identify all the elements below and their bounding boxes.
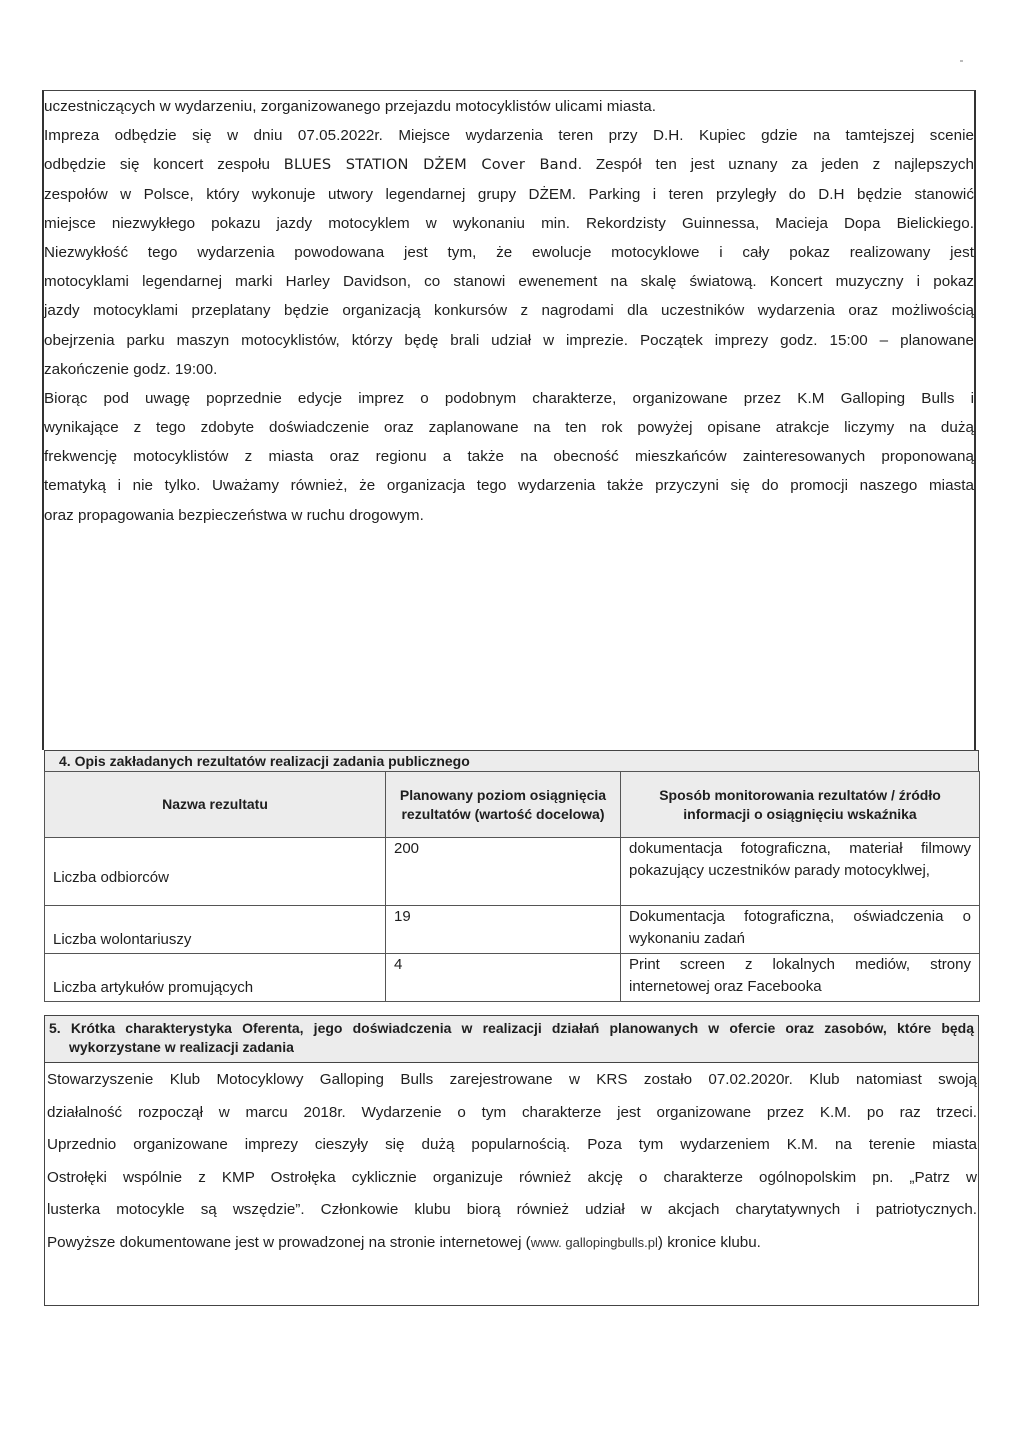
- result-name: Liczba odbiorców: [45, 838, 386, 906]
- section3-text: [44, 92, 974, 530]
- result-name: Liczba artykułów promujących: [45, 954, 386, 1002]
- text-line: działalność rozpoczął w marcu 2018r. Wydarzenie o tym charakterze jest organizowane przez K.M. po raz trzeci.: [47, 1103, 977, 1121]
- text-line: zespołów w Polsce, który wykonuje utwory legendarnej grupy DŻEM. Parking i teren przyległy do D.H będzie stanowić: [44, 185, 974, 203]
- result-name: Liczba wolontariuszy: [45, 906, 386, 954]
- section5-title-line2: wykorzystane w realizacji zadania: [69, 1039, 294, 1055]
- table-row: [45, 954, 980, 1002]
- website-link[interactable]: www. gallopingbulls.pl: [530, 1234, 658, 1250]
- scan-artifact: [960, 60, 963, 62]
- column-header-planned-level: Planowany poziom osiągnięcia rezultatów (wartość docelowa): [386, 772, 621, 838]
- text-line: Stowarzyszenie Klub Motocyklowy Galloping Bulls zarejestrowane w KRS zostało 07.02.2020r. Klub natomiast swoją: [47, 1071, 977, 1088]
- text-line: frekwencję motocyklistów z miasta oraz regionu a także na obecność mieszkańców zainteresowanych proponowaną: [44, 448, 974, 466]
- column-header-monitoring: Sposób monitorowania rezultatów / źródło informacji o osiągnięciu wskaźnika: [621, 772, 980, 838]
- text-line: jazdy motocyklami przeplatany będzie organizacją konkursów z nagrodami dla uczestników wydarzenia oraz możliwością: [44, 302, 974, 320]
- text-line: uczestniczących w wydarzeniu, zorganizowanego przejazdu motocyklistów ulicami miasta.: [44, 98, 657, 115]
- text-fragment: Powyższe dokumentowane jest w prowadzonej na stronie internetowej (: [47, 1233, 531, 1251]
- section5-title: [44, 1015, 979, 1063]
- text-line: obejrzenia parku maszyn motocyklistów, którzy będę brali udział w imprezie. Początek imprezy godz. 15:00 – planowane: [44, 331, 974, 349]
- text-fragment: ) kronice klubu.: [657, 1233, 761, 1251]
- text-fragment: . Zespół ten jest uznany za jeden z najlepszych: [577, 156, 974, 174]
- table-row: [45, 906, 980, 954]
- section4-title: 4. Opis zakładanych rezultatów realizacji zadania publicznego: [44, 750, 979, 772]
- text-fragment: odbędzie się koncert zespołu: [44, 156, 284, 174]
- result-value: 200: [386, 838, 621, 906]
- text-line: lusterka motocykle są wszędzie”. Członkowie klubu biorą również udział w akcjach charytatywnych i patriotycznych.: [47, 1201, 977, 1219]
- text-line: motocyklami legendarnej marki Harley Davidson, co stanowi ewenement na skalę światową. Koncert muzyczny i pokaz: [44, 273, 974, 291]
- table-header-row: [45, 772, 980, 838]
- text-line: wynikające z tego zdobyte doświadczenie oraz zaplanowane na ten rok powyżej opisane atrakcje liczymy na dużą: [44, 419, 974, 437]
- text-line: [47, 1227, 977, 1260]
- section5-title-line1: 5. Krótka charakterystyka Oferenta, jego doświadczenia w realizacji działań planowanych w ofercie oraz zasobów, które będą: [49, 1020, 974, 1036]
- text-line: Biorąc pod uwagę poprzednie edycje imprez o podobnym charakterze, organizowane przez K.M Galloping Bulls i: [44, 389, 974, 407]
- result-source: Dokumentacja fotograficzna, oświadczenia o wykonaniu zadań: [621, 906, 980, 954]
- section5-text: [47, 1064, 977, 1260]
- text-line: zakończenie godz. 19:00.: [44, 360, 218, 378]
- result-source: dokumentacja fotograficzna, materiał filmowy pokazujący uczestników parady motocyklwej,: [621, 838, 980, 906]
- table-row: [45, 838, 980, 906]
- column-header-name: Nazwa rezultatu: [45, 772, 386, 838]
- text-line: Uprzednio organizowane imprezy cieszyły się dużą popularnością. Poza tym wydarzeniem K.M. na terenie miasta: [47, 1136, 977, 1154]
- text-line: [44, 150, 974, 179]
- text-line: Impreza odbędzie się w dniu 07.05.2022r. Miejsce wydarzenia teren przy D.H. Kupiec gdzie na tamtejszej scenie: [44, 127, 974, 145]
- text-line: Ostrołęki wspólnie z KMP Ostrołęka cyklicznie organizuje również akcję o charakterze ogólnopolskim pn. „Patrz w: [47, 1168, 977, 1186]
- band-name: BLUES STATION DŻEM Cover Band: [283, 156, 578, 174]
- text-line: oraz propagowania bezpieczeństwa w ruchu drogowym.: [44, 506, 424, 524]
- result-value: 19: [386, 906, 621, 954]
- text-line: miejsce niezwykłego pokazu jazdy motocyklem w wykonaniu min. Rekordzisty Guinnessa, Macieja Dopa Bielickiego.: [44, 214, 974, 232]
- result-value: 4: [386, 954, 621, 1002]
- results-table: [44, 771, 980, 1002]
- result-source: Print screen z lokalnych mediów, strony internetowej oraz Facebooka: [621, 954, 980, 1002]
- text-line: Niezwykłość tego wydarzenia powodowana jest tym, że ewolucje motocyklowe i cały pokaz realizowany jest: [44, 243, 974, 261]
- text-line: tematyką i nie tylko. Uważamy również, że organizacja tego wydarzenia także przyczyni się do promocji naszego miasta: [44, 477, 974, 495]
